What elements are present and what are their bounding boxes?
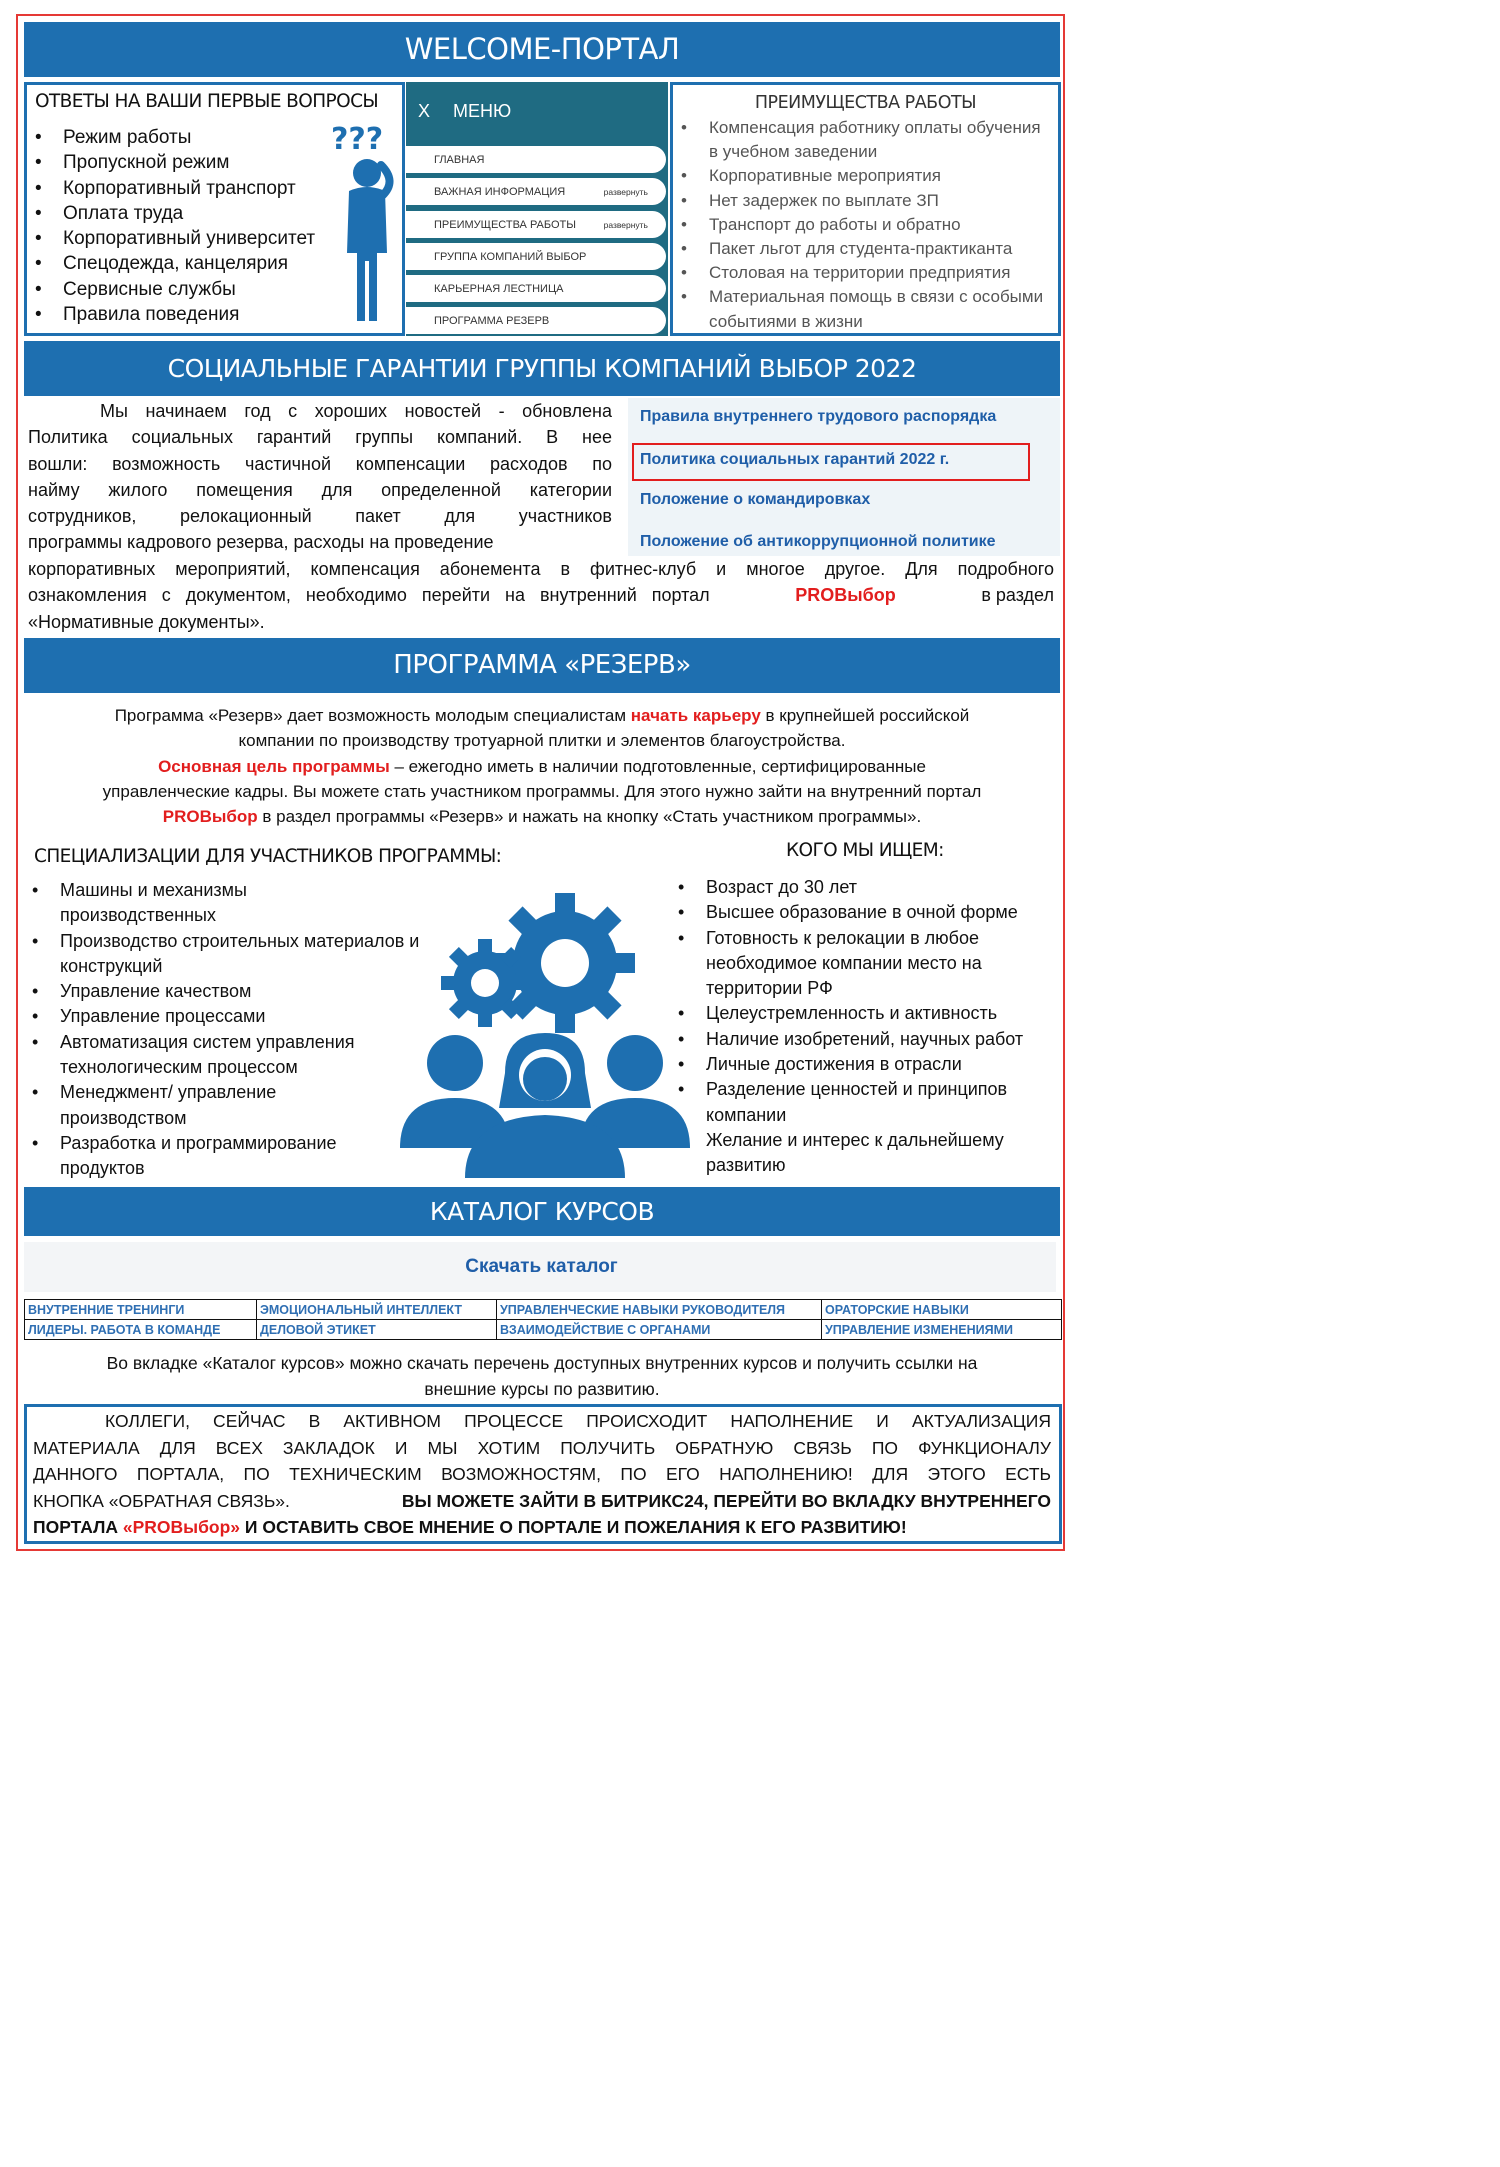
course-catalog-header [24, 1187, 1060, 1236]
text-line: МАТЕРИАЛА ДЛЯ ВСЕХ ЗАКЛАДОК И МЫ ХОТИМ ПОЛУЧИТЬ ОБРАТНУЮ СВЯЗЬ ПО ФУНКЦИОНАЛУ [33, 1437, 1051, 1458]
advantage-item: • Пакет льгот для студента-практиканта [673, 237, 1048, 261]
course-cell[interactable]: ВЗАИМОДЕЙСТВИЕ С ОРГАНАМИ [497, 1320, 822, 1340]
menu-item-label: КАРЬЕРНАЯ ЛЕСТНИЦА [434, 282, 564, 295]
specializations-list [24, 878, 444, 1182]
course-cell[interactable]: ЛИДЕРЫ. РАБОТА В КОМАНДЕ [25, 1320, 257, 1340]
specialization-item: • Производство строительных материалов и конструкций [24, 929, 440, 980]
requirement-item: • Личные достижения в отрасли [670, 1052, 1062, 1077]
confused-person-icon [327, 121, 405, 331]
advantage-item: • Корпоративные мероприятия [673, 164, 1048, 188]
menu-item-label: ВАЖНАЯ ИНФОРМАЦИЯ [434, 185, 566, 198]
text-line [24, 754, 1060, 779]
specialization-item: • Автоматизация систем управления технологическим процессом [24, 1030, 390, 1081]
faq-item[interactable]: • Оплата труда [27, 201, 347, 226]
text-line [33, 1488, 1051, 1515]
menu-item-label: ПРЕИМУЩЕСТВА РАБОТЫ [434, 218, 576, 231]
course-cell[interactable]: ОРАТОРСКИЕ НАВЫКИ [822, 1300, 1062, 1320]
text-line: компании по производству тротуарной плитки и элементов благоустройства. [238, 731, 846, 751]
requirement-item-no-bullet: Желание и интерес к дальнейшему развитию [706, 1130, 1004, 1176]
advantages-list [673, 116, 1048, 334]
menu-item-advantages[interactable] [406, 211, 666, 238]
text-line: внешние курсы по развитию. [424, 1378, 660, 1399]
course-table [24, 1299, 1062, 1340]
doc-link-anticorruption[interactable]: Положение об антикоррупционной политике [640, 533, 996, 550]
faq-list [27, 125, 347, 327]
social-text-wide [28, 556, 1054, 635]
text-line [24, 703, 1060, 728]
menu-close-button[interactable]: X [418, 101, 431, 121]
text-fragment: в крупнейшей российской [765, 706, 970, 725]
menu-item-career-ladder[interactable] [406, 275, 666, 302]
requirement-item: • Готовность к релокации в любое необходимое компании место на территории РФ [670, 926, 1006, 1002]
reserve-intro [24, 703, 1060, 829]
requirement-item: • Высшее образование в очной форме [670, 900, 1062, 925]
faq-title: ОТВЕТЫ НА ВАШИ ПЕРВЫЕ ВОПРОСЫ [35, 91, 379, 112]
expand-link[interactable]: развернуть [603, 219, 648, 230]
text-fragment: ВЫ МОЖЕТЕ ЗАЙТИ В БИТРИКС24, ПЕРЕЙТИ ВО ВКЛАДКУ ВНУТРЕННЕГО [401, 1490, 1051, 1511]
text-fragment: в раздел [981, 585, 1054, 606]
faq-item[interactable]: • Режим работы [27, 125, 347, 150]
catalog-note [24, 1351, 1060, 1402]
portal-header [24, 22, 1060, 77]
text-line [28, 582, 1054, 608]
menu-item-home[interactable] [406, 146, 666, 173]
requirement-item: • Целеустремленность и активность [670, 1001, 1062, 1026]
doc-link-social-policy[interactable]: Политика социальных гарантий 2022 г. [640, 451, 950, 468]
social-text [28, 398, 612, 556]
specializations-title: СПЕЦИАЛИЗАЦИИ ДЛЯ УЧАСТНИКОВ ПРОГРАММЫ: [34, 846, 502, 867]
text-line: программы кадрового резерва, расходы на проведение [28, 532, 494, 553]
advantages-panel [670, 82, 1061, 336]
course-cell[interactable]: ДЕЛОВОЙ ЭТИКЕТ [257, 1320, 497, 1340]
who-we-seek-title: КОГО МЫ ИЩЕМ: [786, 840, 944, 861]
text-line: найму жилого помещения для определенной категории [28, 479, 612, 500]
table-row [25, 1300, 1062, 1320]
text-line: управленческие кадры. Вы можете стать участником программы. Для этого нужно зайти на внутренний портал [102, 781, 982, 801]
specialization-item: • Управление качеством [24, 979, 444, 1004]
text-fragment: ПОРТАЛА [33, 1517, 118, 1537]
table-row [25, 1320, 1062, 1340]
menu-item-important-info[interactable] [406, 178, 666, 205]
text-fragment: И ОСТАВИТЬ СВОЕ МНЕНИЕ О ПОРТАЛЕ И ПОЖЕЛАНИЯ К ЕГО РАЗВИТИЮ! [244, 1517, 907, 1537]
portal-link[interactable]: PROВыбор [162, 807, 258, 827]
advantages-title: ПРЕИМУЩЕСТВА РАБОТЫ [754, 93, 977, 113]
specialization-item: • Управление процессами [24, 1004, 444, 1029]
text-line [24, 804, 1060, 829]
highlight-program-goal: Основная цель программы [158, 756, 390, 776]
page-title: WELCOME-ПОРТАЛ [404, 32, 680, 66]
documents-panel [628, 398, 1060, 556]
course-cell[interactable]: УПРАВЛЕНИЕ ИЗМЕНЕНИЯМИ [822, 1320, 1062, 1340]
advantage-item: • Материальная помощь в связи с особыми событиями в жизни [673, 285, 1048, 333]
text-fragment: Программа «Резерв» дает возможность молодым специалистам [114, 706, 627, 725]
text-fragment: КНОПКА «ОБРАТНАЯ СВЯЗЬ». [33, 1490, 290, 1511]
text-line: КОЛЛЕГИ, СЕЙЧАС В АКТИВНОМ ПРОЦЕССЕ ПРОИСХОДИТ НАПОЛНЕНИЕ И АКТУАЛИЗАЦИЯ [105, 1411, 1051, 1431]
advantage-item: • Транспорт до работы и обратно [673, 213, 1048, 237]
feedback-text [33, 1408, 1051, 1541]
text-line: вошли: возможность частичной компенсации расходов по [28, 453, 612, 474]
portal-link[interactable]: «PROВыбор» [122, 1517, 241, 1537]
advantage-item: • Нет задержек по выплате ЗП [673, 189, 1048, 213]
reserve-program-header [24, 638, 1060, 693]
download-catalog-button[interactable]: Скачать каталог [465, 1256, 618, 1277]
text-line: ДАННОГО ПОРТАЛА, ПО ТЕХНИЧЕСКИМ ВОЗМОЖНОСТЯМ, ПО ЕГО НАПОЛНЕНИЮ! ДЛЯ ЭТОГО ЕСТЬ [33, 1464, 1051, 1484]
specialization-item: • Менеджмент/ управление производством [24, 1080, 330, 1131]
section-title: ПРОГРАММА «РЕЗЕРВ» [393, 650, 691, 680]
svg-text:???: ??? [331, 122, 384, 157]
faq-item[interactable]: • Спецодежда, канцелярия [27, 251, 347, 276]
faq-item[interactable]: • Правила поведения [27, 302, 347, 327]
doc-link-business-trips[interactable]: Положение о командировках [640, 491, 871, 508]
menu-item-label: ГЛАВНАЯ [434, 153, 485, 166]
doc-link-labor-rules[interactable]: Правила внутреннего трудового распорядка [640, 408, 997, 425]
advantage-item: • Компенсация работнику оплаты обучения в учебном заведении [673, 116, 1048, 164]
text-line: корпоративных мероприятий, компенсация абонемента в фитнес-клуб и многое другое. Для подробного [28, 559, 1054, 579]
faq-item[interactable]: • Пропускной режим [27, 150, 347, 175]
menu-title: МЕНЮ [453, 101, 512, 121]
text-fragment: – ежегодно иметь в наличии подготовленные, сертифицированные [394, 756, 926, 776]
text-line: сотрудников, релокационный пакет для участников [28, 506, 612, 527]
advantage-item: • Столовая на территории предприятия [673, 261, 1048, 285]
section-title: КАТАЛОГ КУРСОВ [429, 1197, 655, 1226]
course-cell[interactable]: ЭМОЦИОНАЛЬНЫЙ ИНТЕЛЛЕКТ [257, 1300, 497, 1320]
who-we-seek-list [670, 875, 1062, 1128]
text-line: Во вкладке «Каталог курсов» можно скачать перечень доступных внутренних курсов и получить ссылки на [106, 1353, 978, 1373]
requirement-item: • Наличие изобретений, научных работ [670, 1027, 1062, 1052]
faq-item[interactable]: • Сервисные службы [27, 277, 347, 302]
menu-item-label: ПРОГРАММА РЕЗЕРВ [434, 314, 550, 327]
portal-link[interactable]: PROВыбор [795, 585, 896, 606]
requirement-item: • Возраст до 30 лет [670, 875, 1062, 900]
text-fragment: ознакомления с документом, необходимо перейти на внутренний портал [28, 585, 710, 606]
highlight-start-career: начать карьеру [630, 706, 761, 725]
faq-item[interactable]: • Корпоративный транспорт [27, 176, 347, 201]
expand-link[interactable]: развернуть [603, 186, 648, 197]
text-line: «Нормативные документы». [28, 611, 265, 632]
menu-item-reserve-program[interactable] [406, 307, 666, 334]
faq-panel [24, 82, 405, 336]
menu-item-company-group[interactable] [406, 243, 666, 270]
requirement-item: • Разделение ценностей и принципов компании [670, 1077, 1046, 1128]
course-cell[interactable]: ВНУТРЕННИЕ ТРЕНИНГИ [25, 1300, 257, 1320]
text-line: Мы начинаем год с хороших новостей - обновлена [100, 401, 612, 421]
section-title: СОЦИАЛЬНЫЕ ГАРАНТИИ ГРУППЫ КОМПАНИЙ ВЫБОР 2022 [167, 354, 917, 383]
course-cell[interactable]: УПРАВЛЕНЧЕСКИЕ НАВЫКИ РУКОВОДИТЕЛЯ [497, 1300, 822, 1320]
faq-item[interactable]: • Корпоративный университет [27, 226, 347, 251]
menu-item-label: ГРУППА КОМПАНИЙ ВЫБОР [434, 250, 587, 263]
text-fragment: в раздел программы «Резерв» и нажать на кнопку «Стать участником программы». [262, 807, 922, 827]
specialization-item: • Разработка и программирование продуктов [24, 1131, 380, 1182]
social-guarantees-header [24, 341, 1060, 396]
specialization-item: • Машины и механизмы производственных [24, 878, 310, 929]
text-line [33, 1514, 1051, 1541]
team-gears-icon [395, 893, 695, 1178]
text-line: Политика социальных гарантий группы компаний. В нее [28, 427, 612, 448]
